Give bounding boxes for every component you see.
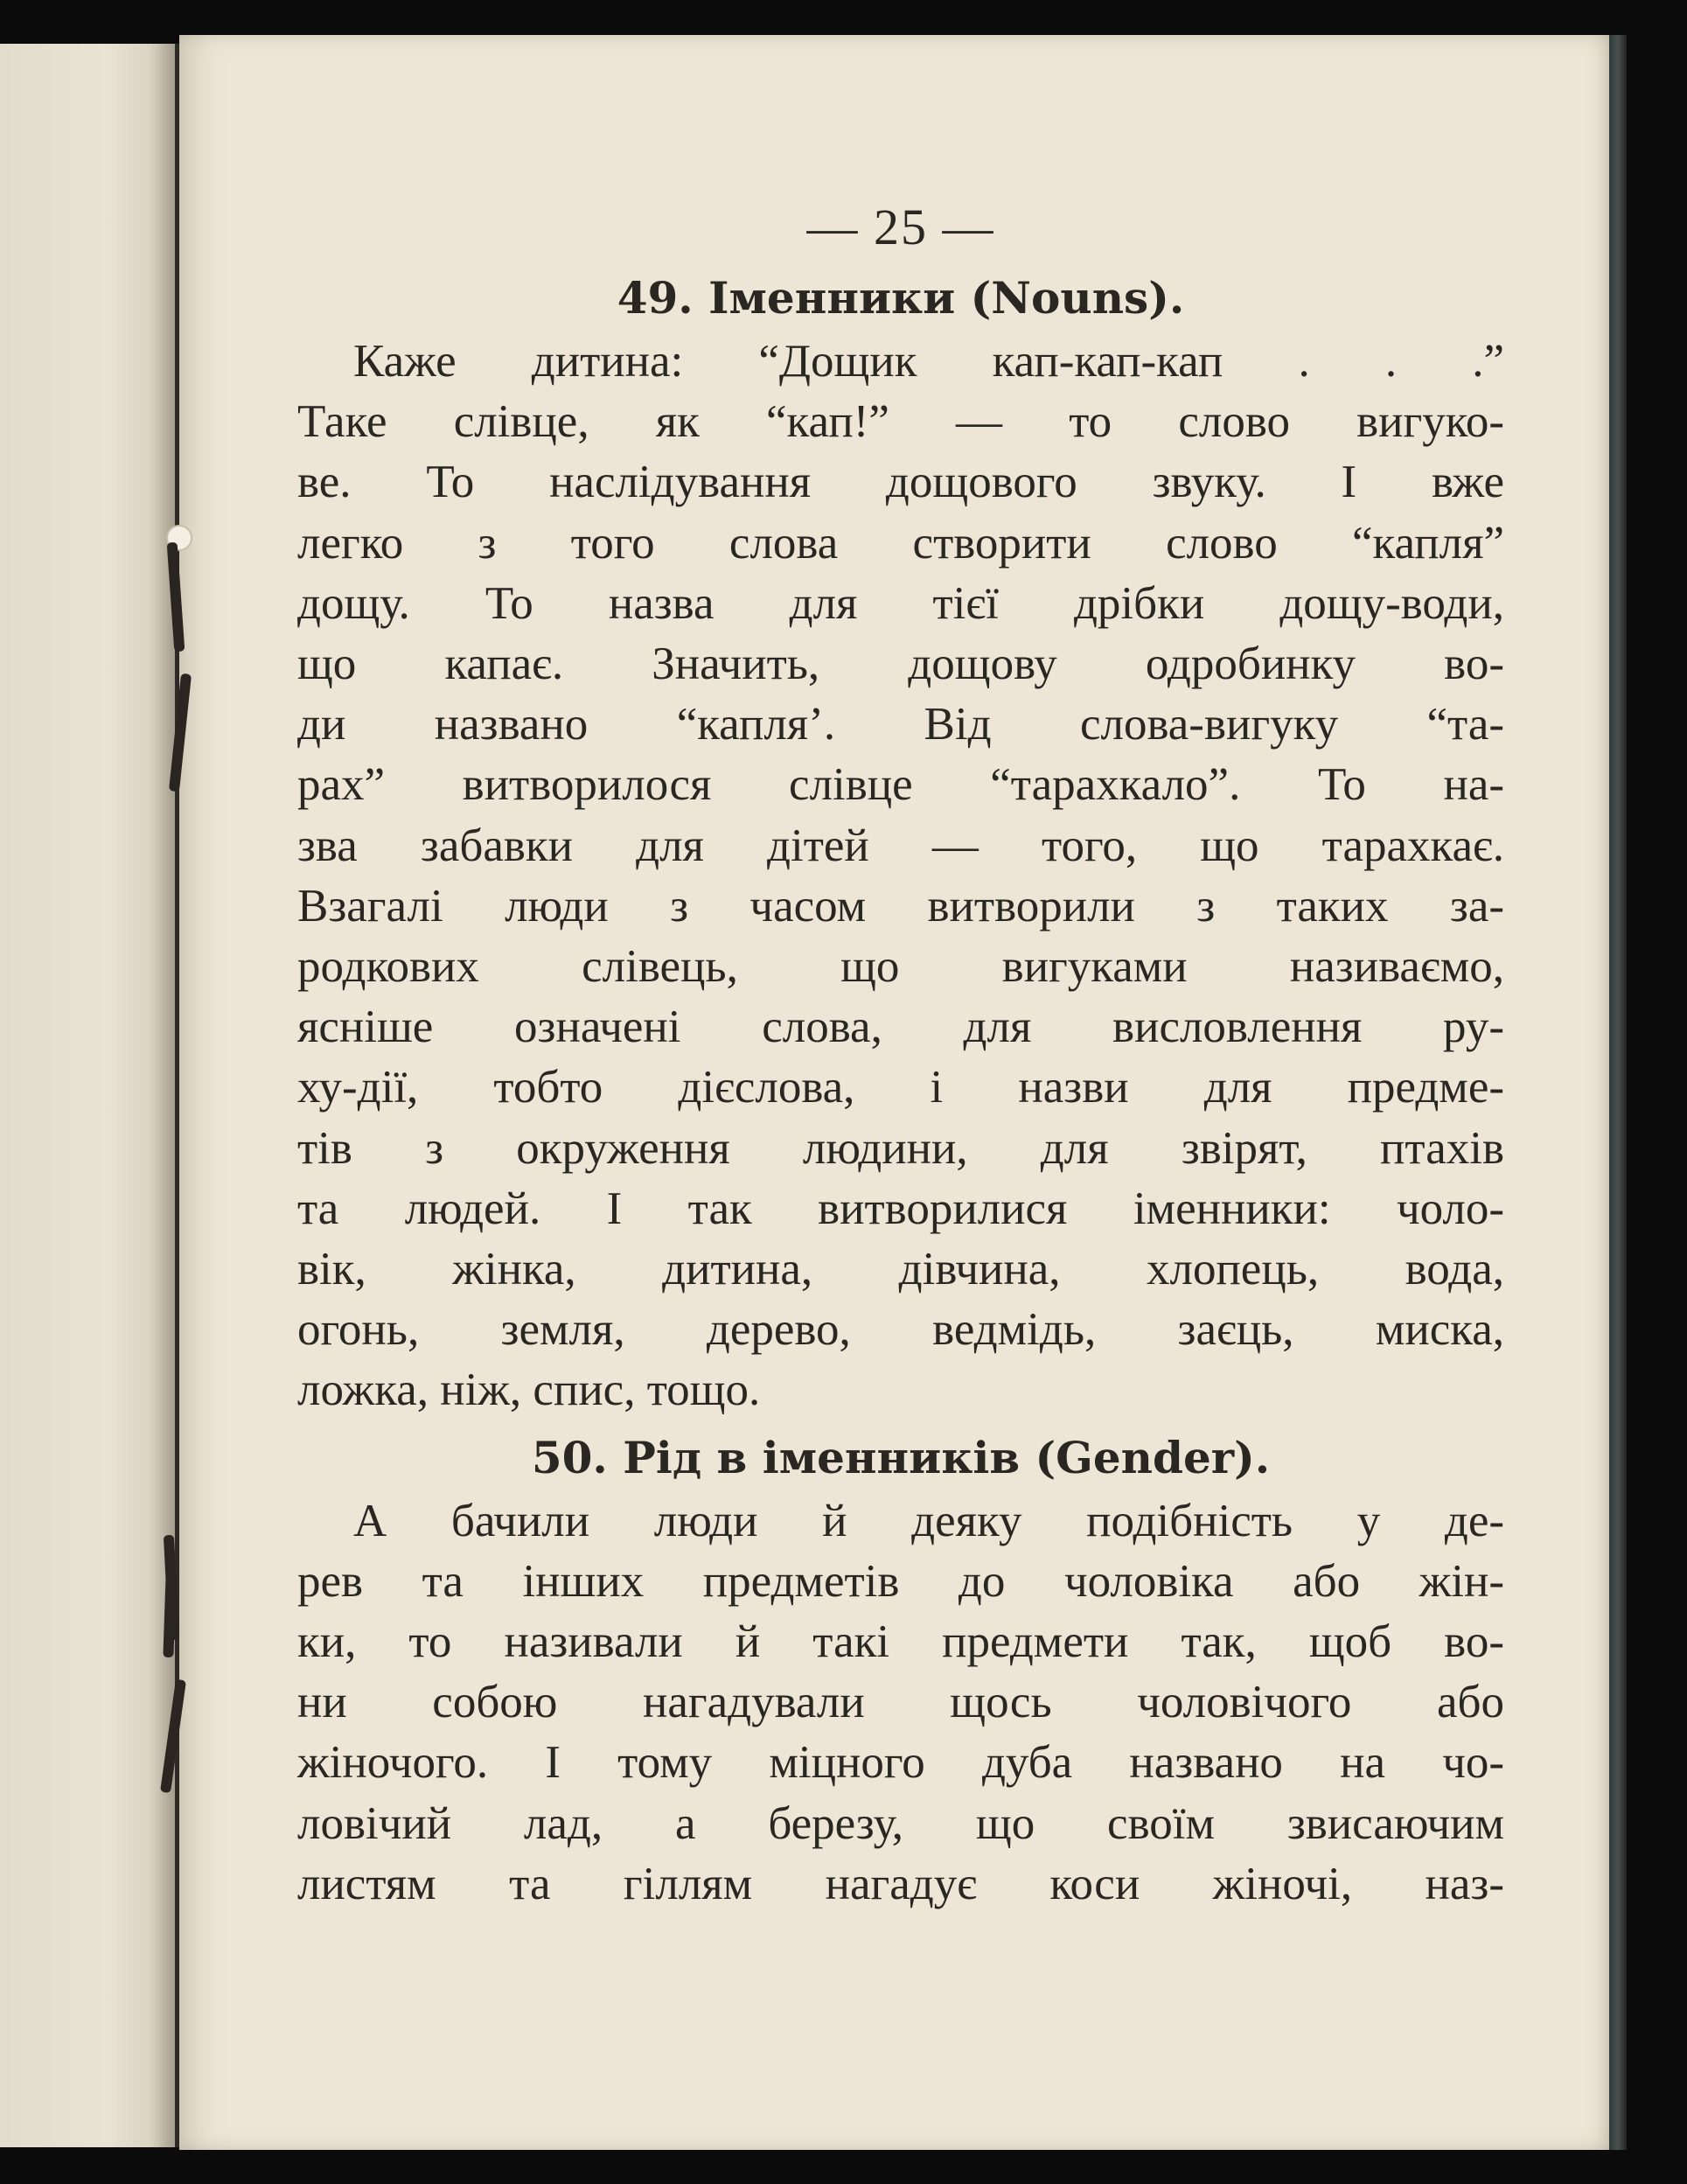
page-number: — 25 — xyxy=(806,199,995,255)
text-line: Взагалі люди з часом витворили з таких за- xyxy=(297,880,1504,932)
text-line: жіночого. І тому міцного дуба названо на чо- xyxy=(297,1737,1504,1789)
text-line: ясніше означені слова, для висловлення ру- xyxy=(297,1001,1504,1053)
text-line: Таке слівце, як “кап!” — то слово вигуко- xyxy=(297,396,1504,448)
text-line: ловічий лад, а березу, що своїм звисаючим xyxy=(297,1797,1504,1849)
section-heading-nouns: 49. Іменники (Nouns). xyxy=(617,272,1185,324)
page-text xyxy=(297,197,1504,1915)
text-line: листям та гіллям нагадує коси жіночі, наз- xyxy=(297,1858,1504,1909)
text-line: родкових слівець, що вигуками називаємо, xyxy=(297,941,1504,993)
text-line: ху-дії, тобто дієслова, і назви для предме- xyxy=(297,1062,1504,1113)
text-line: дощу. То назва для тієї дрібки дощу-води, xyxy=(297,577,1504,629)
text-line: легко з того слова створити слово “капля” xyxy=(297,517,1504,569)
paragraph-gender xyxy=(297,1491,1504,1915)
text-line: та людей. І так витворилися іменники: чоло- xyxy=(297,1183,1504,1234)
text-line: вік, жінка, дитина, дівчина, хлопець, вода, xyxy=(297,1244,1504,1295)
text-line: Каже дитина: “Дощик кап-кап-кап . . .” xyxy=(353,336,1504,387)
paragraph-nouns xyxy=(297,331,1504,1421)
text-line: рев та інших предметів до чоловіка або жін- xyxy=(297,1555,1504,1607)
text-line: ве. То наслідування дощового звуку. І вже xyxy=(297,457,1504,508)
text-line: тів з окруження людини, для звірят, птахів xyxy=(297,1122,1504,1174)
text-line: рах” витворилося слівце “тарахкало”. То на- xyxy=(297,759,1504,811)
text-line: зва забавки для дітей — того, що тарахкає. xyxy=(297,820,1504,871)
text-line: А бачили люди й деяку подібність у де- xyxy=(353,1495,1504,1546)
text-line: огонь, земля, дерево, ведмідь, заєць, миска, xyxy=(297,1304,1504,1356)
text-line: ди названо “капля’. Від слова-вигуку “та- xyxy=(297,699,1504,750)
text-line: ки, то називали й такі предмети так, щоб во- xyxy=(297,1616,1504,1668)
text-line: ложка, ніж, спис, тощо. xyxy=(297,1364,761,1416)
page-edge xyxy=(1609,35,1627,2150)
text-line: що капає. Значить, дощову одробинку во- xyxy=(297,638,1504,690)
text-line: ни собою нагадували щось чоловічого або xyxy=(297,1677,1504,1728)
section-heading-gender: 50. Рід в іменників (Gender). xyxy=(531,1431,1271,1483)
